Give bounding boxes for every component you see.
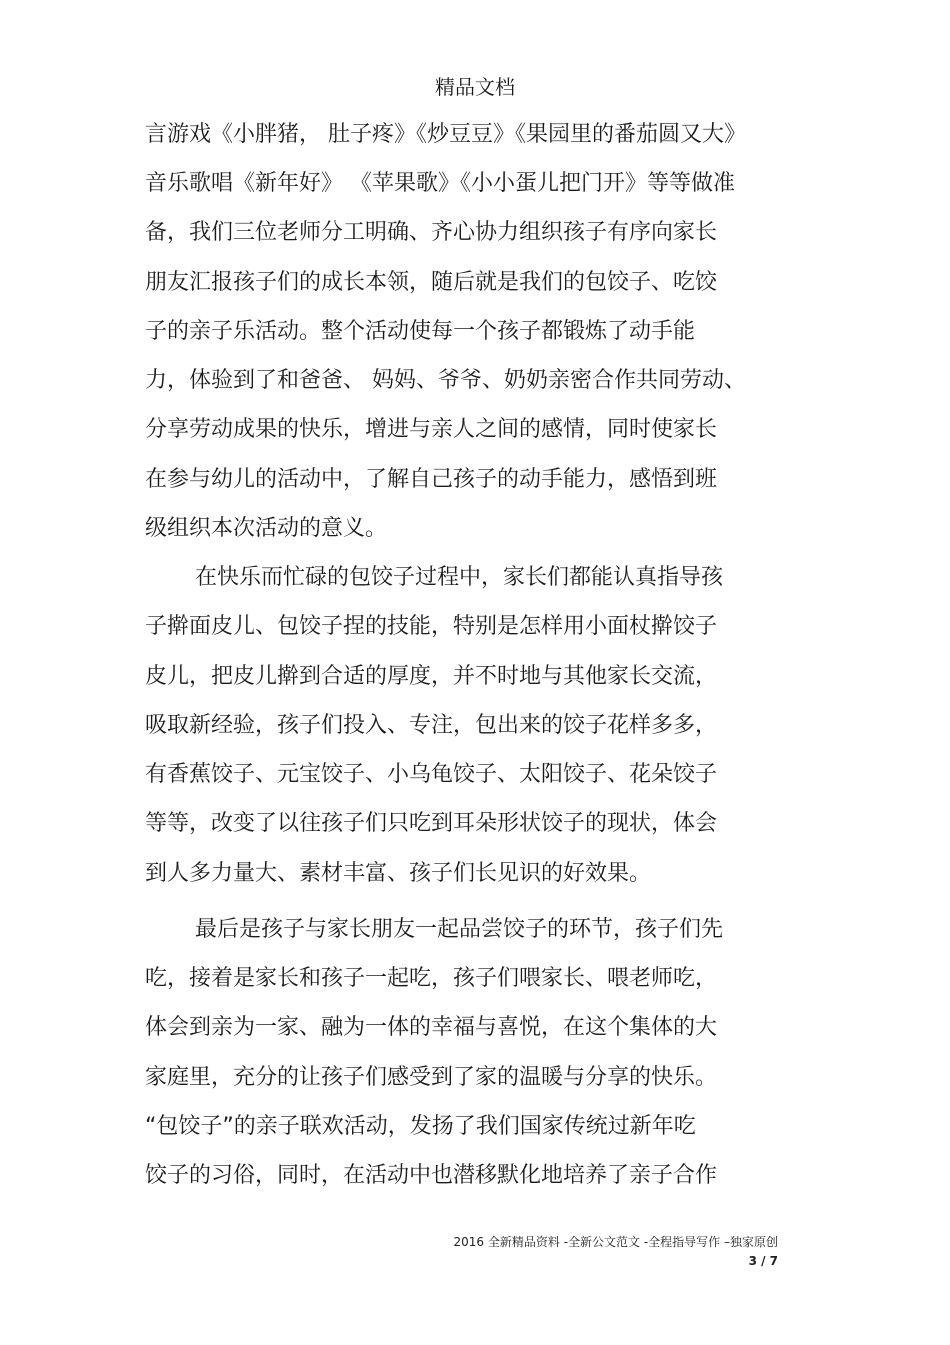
text-line: 朋友汇报孩子们的成长本领，随后就是我们的包饺子、吃饺 xyxy=(145,270,718,295)
page-header-title: 精品文档 xyxy=(435,75,515,99)
text-line: 家庭里，充分的让孩子们感受到了家的温暖与分享的快乐。 xyxy=(145,1065,718,1090)
text-line: 到人多力量大、素材丰富、孩子们长见识的好效果。 xyxy=(145,861,652,886)
text-line: 子擀面皮儿、包饺子捏的技能，特别是怎样用小面杖擀饺子 xyxy=(145,614,718,639)
text-line: 备，我们三位老师分工明确、齐心协力组织孩子有序向家长 xyxy=(145,220,718,245)
text-line: “包饺子”的亲子联欢活动，发扬了我们国家传统过新年吃 xyxy=(145,1114,696,1139)
footer-text: 2016 全新精品资料 -全新公文范文 -全程指导写作 –独家原创 xyxy=(453,1235,778,1249)
paragraph-start-line: 在快乐而忙碌的包饺子过程中，家长们都能认真指导孩 xyxy=(195,565,724,590)
text-line: 有香蕉饺子、元宝饺子、小乌龟饺子、太阳饺子、花朵饺子 xyxy=(145,762,718,787)
text-line: 级组织本次活动的意义。 xyxy=(145,516,388,541)
text-line: 力，体验到了和爸爸、 妈妈、爷爷、奶奶亲密合作共同劳动、 xyxy=(145,368,746,393)
paragraph-start-line: 最后是孩子与家长朋友一起品尝饺子的环节，孩子们先 xyxy=(195,917,724,942)
page-number: 3 / 7 xyxy=(748,1254,778,1268)
text-line: 在参与幼儿的活动中，了解自己孩子的动手能力，感悟到班 xyxy=(145,467,718,492)
text-line: 吸取新经验，孩子们投入、专注，包出来的饺子花样多多， xyxy=(145,713,718,738)
text-line: 饺子的习俗，同时，在活动中也潜移默化地培养了亲子合作 xyxy=(145,1163,718,1188)
text-line: 言游戏《小胖猪， 肚子疼》《炒豆豆》《果园里的番茄圆又大》 xyxy=(145,122,746,147)
text-line: 音乐歌唱《新年好》 《苹果歌》《小小蛋儿把门开》等等做准 xyxy=(145,171,735,196)
text-line: 吃，接着是家长和孩子一起吃，孩子们喂家长、喂老师吃， xyxy=(145,966,718,991)
text-line: 皮儿，把皮儿擀到合适的厚度，并不时地与其他家长交流， xyxy=(145,664,718,689)
text-line: 分享劳动成果的快乐，增进与亲人之间的感情，同时使家长 xyxy=(145,417,718,442)
text-line: 子的亲子乐活动。整个活动使每一个孩子都锻炼了动手能 xyxy=(145,319,696,344)
text-line: 等等，改变了以往孩子们只吃到耳朵形状饺子的现状，体会 xyxy=(145,811,718,836)
text-line: 体会到亲为一家、融为一体的幸福与喜悦，在这个集体的大 xyxy=(145,1015,718,1040)
